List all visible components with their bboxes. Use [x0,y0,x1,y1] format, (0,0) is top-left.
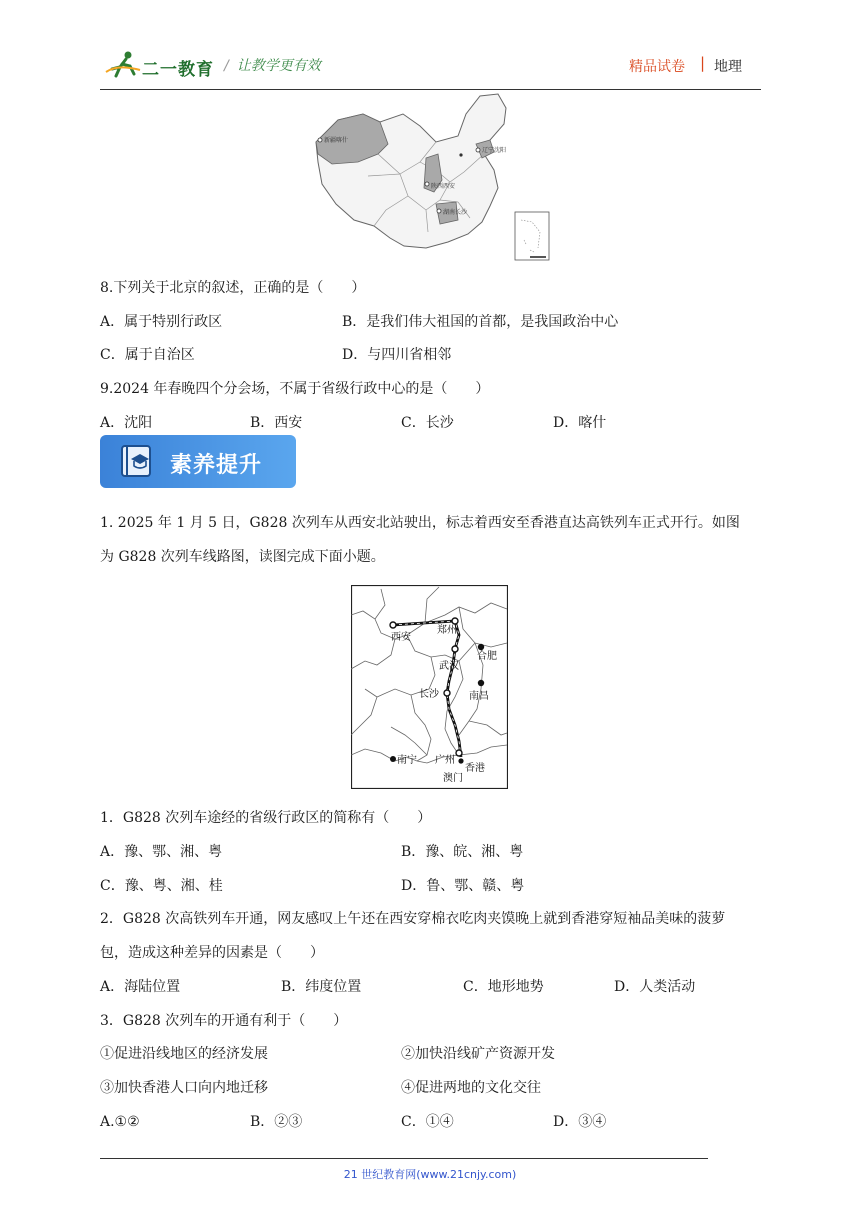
header-rule [100,89,761,90]
route-label-xian: 西安 [391,632,411,643]
route-label-zhengzhou: 郑州 [437,625,457,636]
china-map [308,92,558,262]
sub2-option-d[interactable]: D．人类活动 [614,979,696,995]
sub2-stem-line-2: 包，造成这种差异的因素是（ ） [100,945,324,961]
q8-option-a[interactable]: A．属于特别行政区 [100,314,223,330]
header-separator: | [700,54,706,72]
intro-line-2: 为 G828 次列车线路图，读图完成下面小题。 [100,549,385,565]
q9-option-c[interactable]: C．长沙 [401,415,454,431]
sub3-stem: 3．G828 次列车的开通有利于（ ） [100,1013,348,1029]
banner-title: 素养提升 [170,453,263,478]
sub1-option-b[interactable]: B．豫、皖、湘、粤 [401,844,524,860]
map-label-xian: 陕西西安 [431,183,456,190]
header-slogan: / 让教学更有效 [224,58,321,74]
q9-option-b[interactable]: B．西安 [250,415,303,431]
q8-stem: 8.下列关于北京的叙述，正确的是（ ） [100,280,366,296]
sub3-statement-3: ③加快香港人口向内地迁移 [100,1080,268,1096]
sub2-option-a[interactable]: A．海陆位置 [100,979,181,995]
q8-option-d[interactable]: D．与四川省相邻 [342,347,452,363]
sub2-stem-line-1: 2．G828 次高铁列车开通，网友感叹上午还在西安穿棉衣吃肉夹馍晚上就到香港穿短袖品美味的菠萝 [100,911,726,927]
sub3-statement-2: ②加快沿线矿产资源开发 [401,1046,555,1062]
sub1-option-d[interactable]: D．鲁、鄂、赣、粤 [401,878,525,894]
footer-link[interactable]: 21 世纪教育网(www.21cnjy.com) [343,1168,517,1181]
route-label-hefei: 合肥 [477,651,497,662]
map-label-changsha: 湖南长沙 [443,209,468,216]
footer-rule [100,1158,708,1159]
map-label-kashgar: 新疆喀什 [324,137,349,144]
q9-option-d[interactable]: D．喀什 [553,415,607,431]
route-label-macau: 澳门 [443,773,463,784]
route-label-wuhan: 武汉 [439,661,459,672]
book-graduation-icon [118,443,156,479]
q8-option-b[interactable]: B．是我们伟大祖国的首都，是我国政治中心 [342,314,619,330]
sub2-option-c[interactable]: C．地形地势 [463,979,544,995]
header-exam-tag: 精品试卷 [629,59,685,75]
q8-option-c[interactable]: C．属于自治区 [100,347,195,363]
route-map [351,585,508,789]
route-label-guangzhou: 广州 [435,755,455,766]
logo-text: 二一教育 [142,60,214,80]
route-label-nanning: 南宁 [397,755,417,766]
sub3-option-b[interactable]: B．②③ [250,1114,303,1130]
runner-icon [104,50,144,78]
route-label-changsha: 长沙 [419,689,439,700]
slogan-text: 让教学更有效 [236,58,321,74]
sub2-option-b[interactable]: B．纬度位置 [281,979,362,995]
q9-option-a[interactable]: A．沈阳 [100,415,153,431]
sub1-option-a[interactable]: A．豫、鄂、湘、粤 [100,844,223,860]
sub1-option-c[interactable]: C．豫、粤、湘、桂 [100,878,223,894]
q9-stem: 9.2024 年春晚四个分会场，不属于省级行政中心的是（ ） [100,381,490,397]
sub3-option-c[interactable]: C．①④ [401,1114,454,1130]
route-label-hongkong: 香港 [465,763,485,774]
map-label-shenyang: 辽宁沈阳 [482,147,507,154]
sub3-statement-1: ①促进沿线地区的经济发展 [100,1046,268,1062]
header-subject: 地理 [714,59,742,75]
sub1-stem: 1．G828 次列车途经的省级行政区的简称有（ ） [100,810,432,826]
sub3-option-a[interactable]: A.①② [100,1114,140,1130]
route-label-nanchang: 南昌 [469,691,489,702]
sub3-statement-4: ④促进两地的文化交往 [401,1080,541,1096]
intro-line-1: 1. 2025 年 1 月 5 日，G828 次列车从西安北站驶出，标志着西安至香港直达高铁列车正式开行。如图 [100,515,740,531]
sub3-option-d[interactable]: D．③④ [553,1114,607,1130]
